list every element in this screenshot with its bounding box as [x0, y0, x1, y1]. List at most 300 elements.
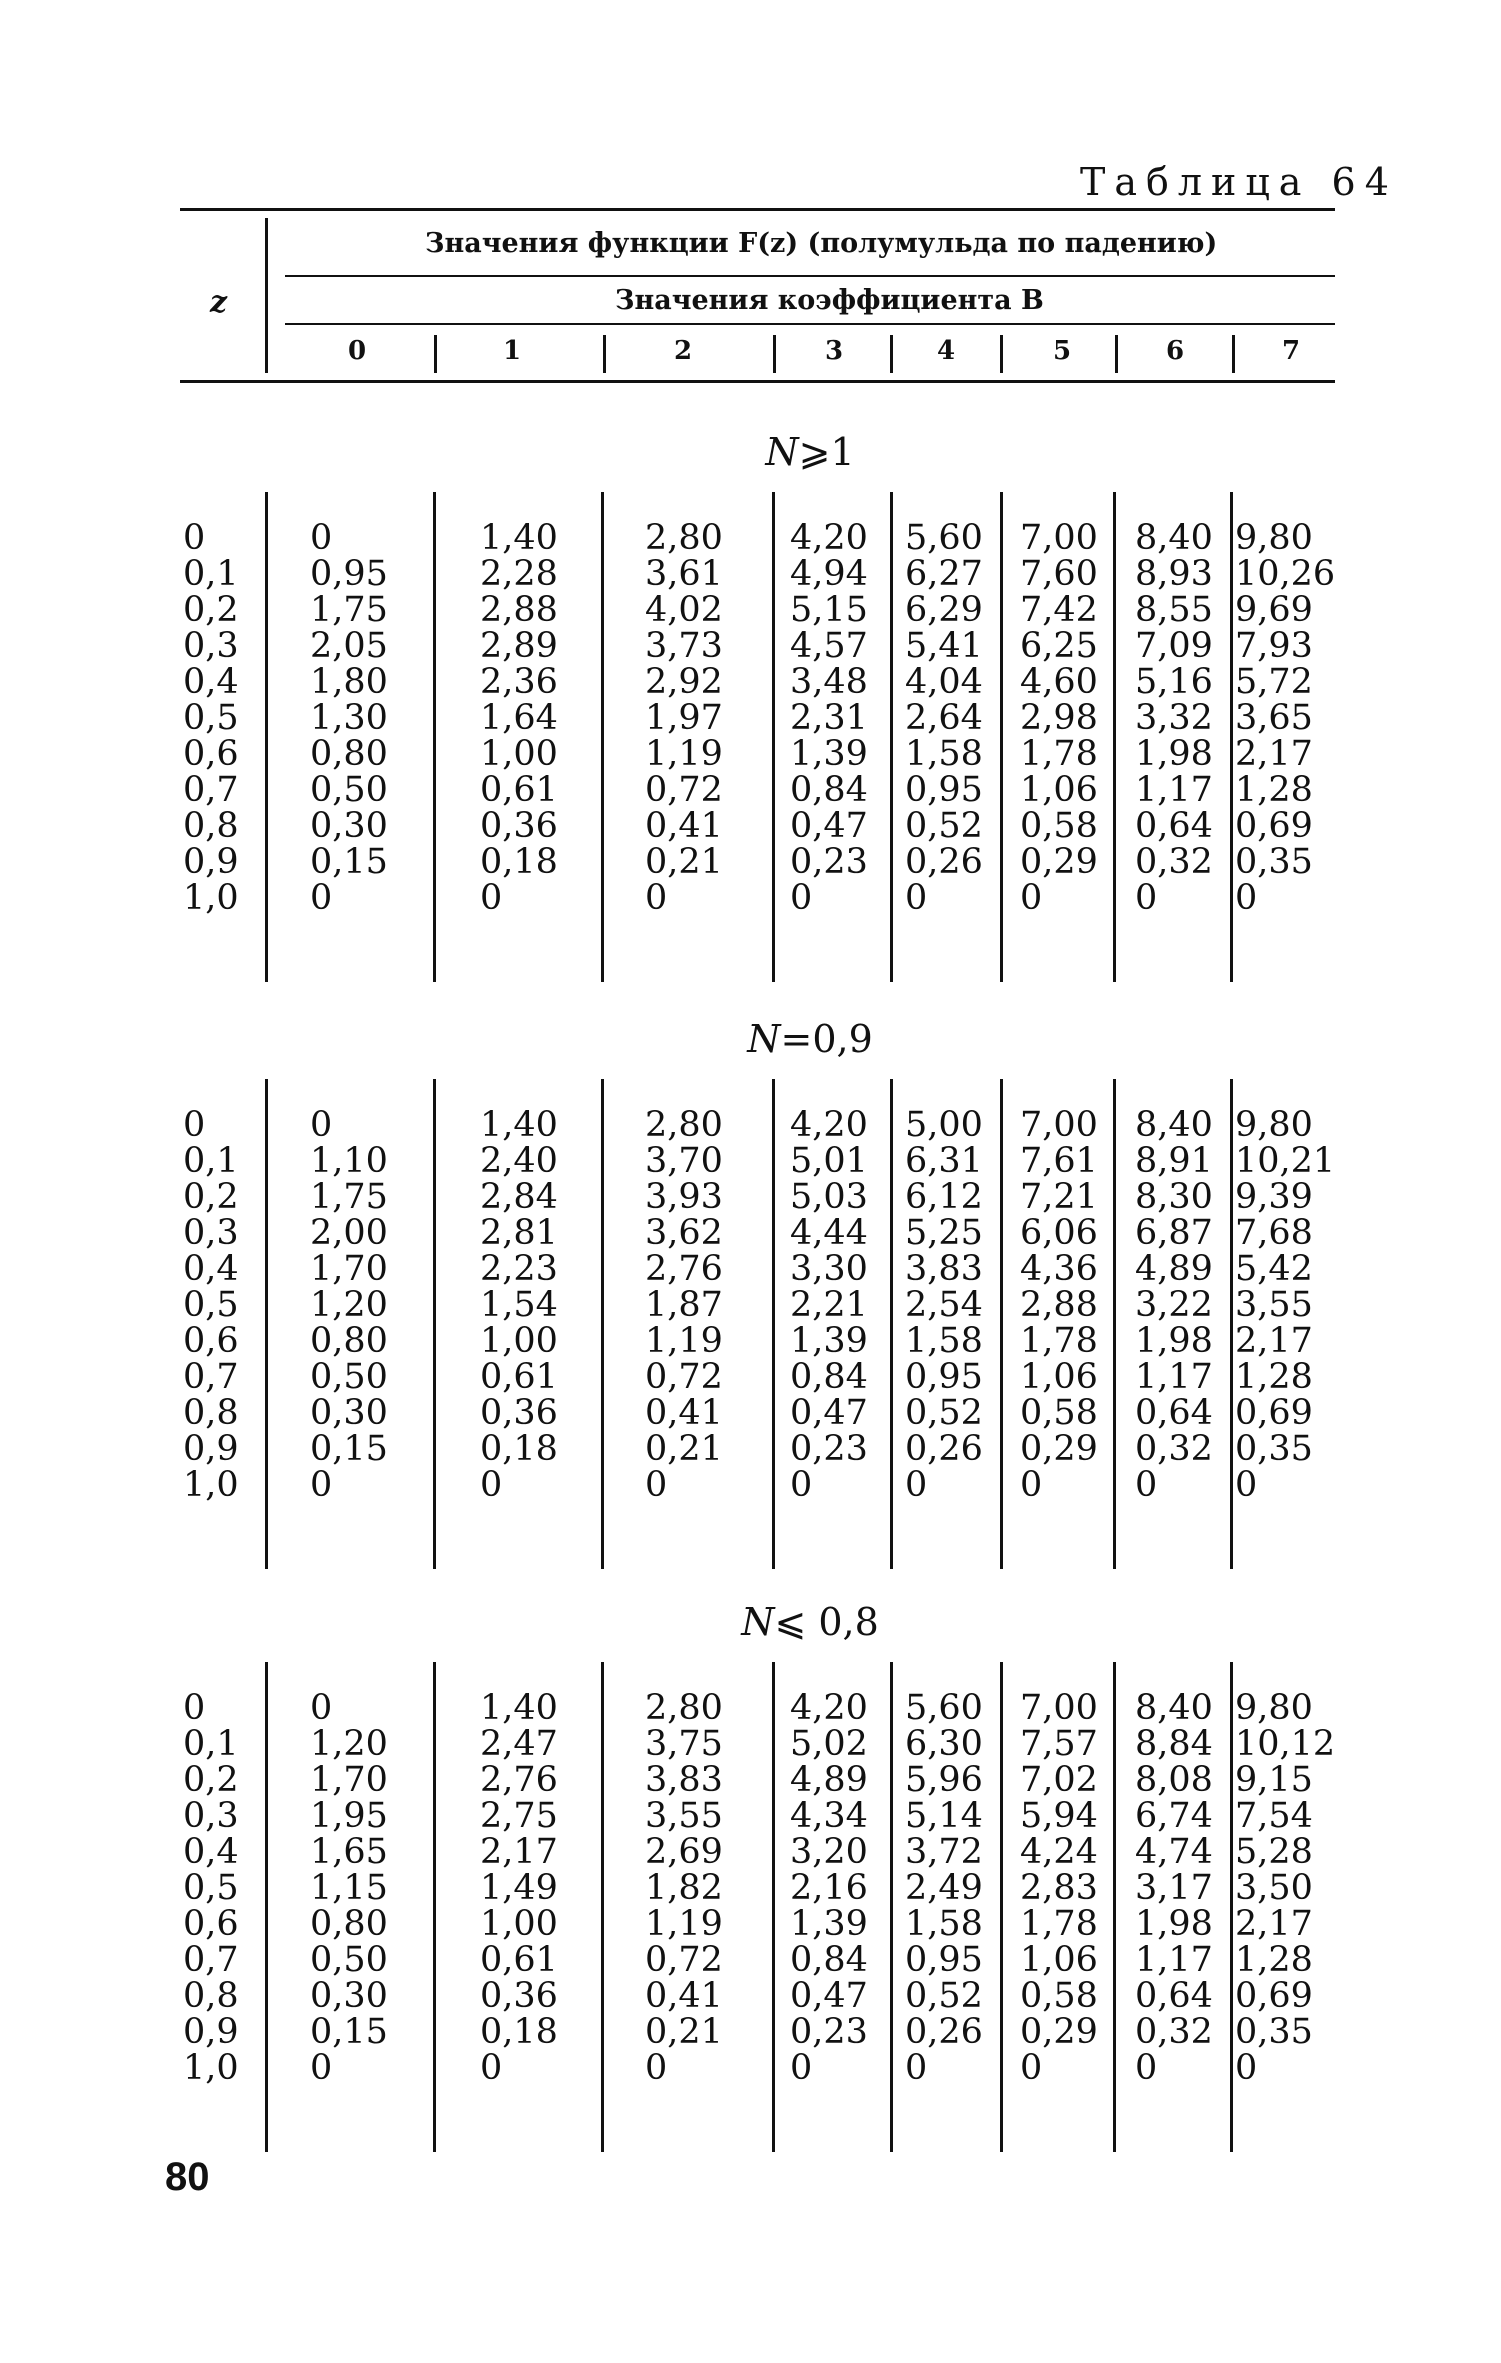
value-cell: 0,64	[1135, 806, 1213, 846]
header-top-rule	[180, 208, 1335, 211]
value-cell: 8,93	[1135, 554, 1213, 594]
z-cell: 0,2	[183, 1760, 239, 1800]
value-cell: 2,80	[645, 1105, 723, 1145]
z-column-header: z	[210, 285, 228, 320]
value-cell: 0,84	[790, 770, 868, 810]
b-value-header: 4	[936, 336, 956, 366]
value-cell: 0,69	[1235, 1393, 1313, 1433]
value-column-b5	[1020, 1107, 1098, 1503]
value-cell: 1,97	[645, 698, 723, 738]
value-cell: 10,21	[1235, 1141, 1336, 1181]
value-cell: 3,70	[645, 1141, 723, 1181]
value-cell: 1,70	[310, 1760, 388, 1800]
value-cell: 7,21	[1020, 1177, 1098, 1217]
z-cell: 0,3	[183, 626, 239, 666]
z-cell: 0,7	[183, 1940, 239, 1980]
value-cell: 0	[310, 878, 333, 918]
header-mid-rule	[285, 275, 1335, 277]
value-cell: 0,23	[790, 2012, 868, 2052]
value-column-b1	[480, 1690, 558, 2086]
value-cell: 0,30	[310, 1393, 388, 1433]
value-cell: 1,75	[310, 590, 388, 630]
value-column-b3	[790, 1107, 868, 1503]
value-cell: 0,32	[1135, 1429, 1213, 1469]
value-cell: 3,30	[790, 1249, 868, 1289]
value-cell: 0	[1235, 2048, 1258, 2088]
z-cell: 0	[183, 1688, 206, 1728]
value-cell: 3,75	[645, 1724, 723, 1764]
b-value-header: 2	[673, 336, 693, 366]
section-title-variable: N	[747, 1017, 781, 1061]
value-cell: 0	[905, 1465, 928, 1505]
value-cell: 1,40	[480, 1105, 558, 1145]
column-divider	[1230, 1662, 1233, 2152]
value-cell: 2,05	[310, 626, 388, 666]
value-cell: 3,62	[645, 1213, 723, 1253]
z-cell: 0,7	[183, 770, 239, 810]
value-cell: 5,15	[790, 590, 868, 630]
value-cell: 0	[1135, 1465, 1158, 1505]
column-divider	[1113, 1079, 1116, 1569]
column-divider	[890, 1079, 893, 1569]
value-cell: 4,04	[905, 662, 983, 702]
value-cell: 1,39	[790, 1321, 868, 1361]
value-cell: 1,17	[1135, 1357, 1213, 1397]
b-header-divider	[434, 335, 437, 373]
value-cell: 2,64	[905, 698, 983, 738]
value-cell: 2,81	[480, 1213, 558, 1253]
value-cell: 0,18	[480, 2012, 558, 2052]
value-cell: 4,89	[1135, 1249, 1213, 1289]
value-cell: 2,75	[480, 1796, 558, 1836]
value-cell: 1,28	[1235, 1940, 1313, 1980]
value-cell: 3,48	[790, 662, 868, 702]
value-cell: 0,23	[790, 1429, 868, 1469]
value-cell: 3,72	[905, 1832, 983, 1872]
value-cell: 1,06	[1020, 1940, 1098, 1980]
value-cell: 2,00	[310, 1213, 388, 1253]
value-cell: 0,95	[905, 770, 983, 810]
value-cell: 0,52	[905, 1976, 983, 2016]
section-title	[660, 1600, 960, 1644]
b-header-divider	[890, 335, 893, 373]
column-divider	[772, 1079, 775, 1569]
value-cell: 8,40	[1135, 1105, 1213, 1145]
value-cell: 0,50	[310, 1357, 388, 1397]
z-cell: 0	[183, 518, 206, 558]
value-cell: 5,94	[1020, 1796, 1098, 1836]
value-cell: 7,54	[1235, 1796, 1313, 1836]
value-cell: 0,69	[1235, 1976, 1313, 2016]
value-cell: 9,39	[1235, 1177, 1313, 1217]
z-cell: 0,9	[183, 842, 239, 882]
value-cell: 7,60	[1020, 554, 1098, 594]
column-divider	[601, 492, 604, 982]
value-cell: 10,26	[1235, 554, 1336, 594]
z-cell: 0,3	[183, 1213, 239, 1253]
value-cell: 4,94	[790, 554, 868, 594]
value-cell: 4,89	[790, 1760, 868, 1800]
value-cell: 2,17	[1235, 734, 1313, 774]
value-cell: 0	[480, 878, 503, 918]
value-cell: 4,24	[1020, 1832, 1098, 1872]
value-cell: 0	[645, 878, 668, 918]
value-cell: 1,28	[1235, 770, 1313, 810]
z-cell: 0,7	[183, 1357, 239, 1397]
value-cell: 0,18	[480, 1429, 558, 1469]
value-cell: 0,61	[480, 1357, 558, 1397]
value-cell: 0,47	[790, 1393, 868, 1433]
value-cell: 0	[905, 878, 928, 918]
value-cell: 1,65	[310, 1832, 388, 1872]
value-cell: 0,69	[1235, 806, 1313, 846]
value-cell: 1,06	[1020, 770, 1098, 810]
column-divider	[265, 1662, 268, 2152]
column-divider	[1230, 492, 1233, 982]
value-cell: 6,30	[905, 1724, 983, 1764]
value-cell: 2,98	[1020, 698, 1098, 738]
value-cell: 2,17	[1235, 1904, 1313, 1944]
value-cell: 8,40	[1135, 1688, 1213, 1728]
value-column-b2	[645, 1107, 723, 1503]
column-divider	[890, 1662, 893, 2152]
value-cell: 4,36	[1020, 1249, 1098, 1289]
z-cell: 0,5	[183, 698, 239, 738]
value-cell: 0	[1020, 1465, 1043, 1505]
value-cell: 4,02	[645, 590, 723, 630]
value-cell: 0,64	[1135, 1393, 1213, 1433]
value-cell: 0	[310, 1688, 333, 1728]
value-cell: 1,30	[310, 698, 388, 738]
value-cell: 1,95	[310, 1796, 388, 1836]
z-cell: 1,0	[183, 878, 239, 918]
page-number: 80	[165, 2155, 210, 2199]
table-title: Таблица 64	[1080, 160, 1398, 204]
value-cell: 0,26	[905, 1429, 983, 1469]
header-bottom-rule	[180, 380, 1335, 383]
value-cell: 0,80	[310, 1321, 388, 1361]
b-header-divider	[773, 335, 776, 373]
value-cell: 1,15	[310, 1868, 388, 1908]
header-z-divider	[265, 218, 268, 373]
value-cell: 2,28	[480, 554, 558, 594]
value-cell: 0,15	[310, 842, 388, 882]
value-column-b5	[1020, 1690, 1098, 2086]
value-cell: 3,50	[1235, 1868, 1313, 1908]
b-header-divider	[1232, 335, 1235, 373]
value-cell: 0,15	[310, 1429, 388, 1469]
z-cell: 0,4	[183, 1249, 239, 1289]
section-title-condition: =0,9	[780, 1017, 873, 1061]
value-cell: 5,25	[905, 1213, 983, 1253]
value-cell: 0,36	[480, 806, 558, 846]
value-column-b7	[1235, 1690, 1335, 2086]
value-cell: 0	[1235, 1465, 1258, 1505]
value-cell: 2,54	[905, 1285, 983, 1325]
value-cell: 0,50	[310, 770, 388, 810]
b-value-header: 6	[1165, 336, 1185, 366]
value-cell: 2,36	[480, 662, 558, 702]
b-value-header: 3	[824, 336, 844, 366]
value-cell: 0	[645, 1465, 668, 1505]
value-cell: 3,17	[1135, 1868, 1213, 1908]
value-cell: 0,29	[1020, 842, 1098, 882]
z-cell: 0,8	[183, 806, 239, 846]
value-cell: 0,32	[1135, 2012, 1213, 2052]
value-cell: 0,29	[1020, 1429, 1098, 1469]
value-cell: 5,03	[790, 1177, 868, 1217]
column-divider	[890, 492, 893, 982]
value-cell: 3,83	[905, 1249, 983, 1289]
value-cell: 5,14	[905, 1796, 983, 1836]
value-column-b3	[790, 520, 868, 916]
value-cell: 1,80	[310, 662, 388, 702]
z-cell: 0,6	[183, 734, 239, 774]
value-cell: 5,16	[1135, 662, 1213, 702]
value-cell: 0,52	[905, 1393, 983, 1433]
value-cell: 1,20	[310, 1724, 388, 1764]
z-column	[183, 1107, 239, 1503]
value-cell: 8,55	[1135, 590, 1213, 630]
value-cell: 3,83	[645, 1760, 723, 1800]
value-cell: 2,17	[480, 1832, 558, 1872]
value-cell: 1,19	[645, 1321, 723, 1361]
z-cell: 0,1	[183, 1141, 239, 1181]
value-cell: 0,95	[310, 554, 388, 594]
section-title-condition: ⩾1	[798, 430, 855, 474]
value-cell: 0,36	[480, 1393, 558, 1433]
value-cell: 7,93	[1235, 626, 1313, 666]
value-cell: 0,21	[645, 1429, 723, 1469]
value-cell: 0,36	[480, 1976, 558, 2016]
column-divider	[1000, 492, 1003, 982]
value-cell: 0	[905, 2048, 928, 2088]
value-cell: 1,54	[480, 1285, 558, 1325]
value-column-b0	[310, 1690, 388, 2086]
value-column-b3	[790, 1690, 868, 2086]
value-cell: 0,47	[790, 1976, 868, 2016]
value-cell: 1,78	[1020, 1904, 1098, 1944]
column-divider	[1113, 492, 1116, 982]
section-title-variable: N	[741, 1600, 775, 1644]
value-cell: 3,55	[645, 1796, 723, 1836]
header-coef-rule	[285, 323, 1335, 325]
value-cell: 5,96	[905, 1760, 983, 1800]
value-cell: 2,76	[480, 1760, 558, 1800]
value-cell: 0	[310, 1105, 333, 1145]
z-column	[183, 520, 239, 916]
value-cell: 4,57	[790, 626, 868, 666]
value-cell: 5,60	[905, 518, 983, 558]
b-value-header: 0	[347, 336, 367, 366]
z-cell: 0,6	[183, 1904, 239, 1944]
value-cell: 1,58	[905, 1321, 983, 1361]
value-cell: 1,58	[905, 734, 983, 774]
value-column-b0	[310, 520, 388, 916]
value-cell: 0,64	[1135, 1976, 1213, 2016]
value-cell: 1,19	[645, 734, 723, 774]
value-cell: 0,29	[1020, 2012, 1098, 2052]
z-cell: 0	[183, 1105, 206, 1145]
value-cell: 5,42	[1235, 1249, 1313, 1289]
z-cell: 0,4	[183, 1832, 239, 1872]
column-divider	[772, 1662, 775, 2152]
value-cell: 8,40	[1135, 518, 1213, 558]
value-column-b4	[905, 1107, 983, 1503]
value-cell: 0,35	[1235, 1429, 1313, 1469]
value-cell: 2,89	[480, 626, 558, 666]
value-cell: 7,02	[1020, 1760, 1098, 1800]
value-cell: 1,98	[1135, 734, 1213, 774]
value-cell: 2,49	[905, 1868, 983, 1908]
value-cell: 0	[1135, 878, 1158, 918]
b-value-header: 7	[1281, 336, 1301, 366]
value-cell: 0,41	[645, 1393, 723, 1433]
value-cell: 5,72	[1235, 662, 1313, 702]
value-cell: 1,75	[310, 1177, 388, 1217]
value-cell: 3,55	[1235, 1285, 1313, 1325]
value-column-b7	[1235, 1107, 1335, 1503]
z-cell: 0,1	[183, 554, 239, 594]
value-cell: 2,88	[480, 590, 558, 630]
value-cell: 1,39	[790, 734, 868, 774]
value-cell: 1,39	[790, 1904, 868, 1944]
value-cell: 9,69	[1235, 590, 1313, 630]
z-cell: 0,1	[183, 1724, 239, 1764]
value-cell: 2,80	[645, 1688, 723, 1728]
value-cell: 1,78	[1020, 734, 1098, 774]
section-title-condition: ⩽ 0,8	[774, 1600, 879, 1644]
value-cell: 5,00	[905, 1105, 983, 1145]
value-cell: 3,61	[645, 554, 723, 594]
value-cell: 7,00	[1020, 1105, 1098, 1145]
value-cell: 0	[790, 1465, 813, 1505]
value-cell: 0	[1020, 878, 1043, 918]
column-divider	[433, 1079, 436, 1569]
value-cell: 6,31	[905, 1141, 983, 1181]
z-cell: 0,8	[183, 1976, 239, 2016]
value-cell: 2,69	[645, 1832, 723, 1872]
value-cell: 0,95	[905, 1357, 983, 1397]
section-title	[660, 1017, 960, 1061]
value-cell: 8,08	[1135, 1760, 1213, 1800]
column-divider	[601, 1079, 604, 1569]
z-cell: 0,8	[183, 1393, 239, 1433]
value-cell: 2,16	[790, 1868, 868, 1908]
value-cell: 3,93	[645, 1177, 723, 1217]
z-cell: 0,9	[183, 1429, 239, 1469]
value-cell: 0,72	[645, 1357, 723, 1397]
value-cell: 0,21	[645, 842, 723, 882]
z-cell: 0,5	[183, 1285, 239, 1325]
value-column-b1	[480, 1107, 558, 1503]
value-cell: 1,00	[480, 734, 558, 774]
value-cell: 0,58	[1020, 806, 1098, 846]
column-divider	[265, 1079, 268, 1569]
value-cell: 0,26	[905, 842, 983, 882]
value-cell: 1,17	[1135, 770, 1213, 810]
column-divider	[433, 1662, 436, 2152]
column-divider	[601, 1662, 604, 2152]
value-cell: 3,65	[1235, 698, 1313, 738]
value-cell: 5,02	[790, 1724, 868, 1764]
value-cell: 1,82	[645, 1868, 723, 1908]
z-cell: 0,4	[183, 662, 239, 702]
value-cell: 2,83	[1020, 1868, 1098, 1908]
value-cell: 0,58	[1020, 1393, 1098, 1433]
value-cell: 2,31	[790, 698, 868, 738]
value-cell: 1,58	[905, 1904, 983, 1944]
value-cell: 5,41	[905, 626, 983, 666]
value-cell: 0	[1020, 2048, 1043, 2088]
z-cell: 1,0	[183, 2048, 239, 2088]
value-cell: 5,01	[790, 1141, 868, 1181]
value-column-b2	[645, 1690, 723, 2086]
column-divider	[433, 492, 436, 982]
value-cell: 0,35	[1235, 2012, 1313, 2052]
value-cell: 4,20	[790, 1688, 868, 1728]
value-cell: 6,25	[1020, 626, 1098, 666]
value-cell: 6,27	[905, 554, 983, 594]
value-cell: 1,10	[310, 1141, 388, 1181]
value-cell: 4,20	[790, 1105, 868, 1145]
value-cell: 3,20	[790, 1832, 868, 1872]
value-cell: 1,49	[480, 1868, 558, 1908]
value-cell: 0	[480, 2048, 503, 2088]
value-cell: 0,72	[645, 1940, 723, 1980]
value-cell: 4,34	[790, 1796, 868, 1836]
z-cell: 0,5	[183, 1868, 239, 1908]
value-cell: 0	[790, 878, 813, 918]
value-cell: 0,32	[1135, 842, 1213, 882]
value-cell: 8,91	[1135, 1141, 1213, 1181]
b-value-header: 1	[502, 336, 522, 366]
value-column-b6	[1135, 520, 1213, 916]
value-cell: 0,58	[1020, 1976, 1098, 2016]
b-header-divider	[1000, 335, 1003, 373]
value-cell: 0	[790, 2048, 813, 2088]
value-cell: 1,70	[310, 1249, 388, 1289]
value-column-b6	[1135, 1107, 1213, 1503]
b-header-divider	[1115, 335, 1118, 373]
value-column-b0	[310, 1107, 388, 1503]
value-cell: 0,30	[310, 1976, 388, 2016]
value-cell: 0	[310, 1465, 333, 1505]
value-cell: 1,98	[1135, 1904, 1213, 1944]
value-cell: 1,17	[1135, 1940, 1213, 1980]
value-cell: 0,80	[310, 734, 388, 774]
z-cell: 0,2	[183, 1177, 239, 1217]
column-divider	[1113, 1662, 1116, 2152]
value-cell: 1,00	[480, 1321, 558, 1361]
value-cell: 0	[1135, 2048, 1158, 2088]
value-cell: 0,84	[790, 1357, 868, 1397]
function-header: Значения функции F(z) (полумульда по падению)	[425, 228, 1218, 259]
value-cell: 1,19	[645, 1904, 723, 1944]
value-cell: 9,80	[1235, 518, 1313, 558]
value-cell: 0,52	[905, 806, 983, 846]
column-divider	[265, 492, 268, 982]
value-cell: 0	[480, 1465, 503, 1505]
value-cell: 1,40	[480, 518, 558, 558]
value-cell: 1,64	[480, 698, 558, 738]
value-cell: 9,80	[1235, 1105, 1313, 1145]
value-column-b4	[905, 1690, 983, 2086]
z-cell: 1,0	[183, 1465, 239, 1505]
value-cell: 0,41	[645, 806, 723, 846]
value-cell: 8,84	[1135, 1724, 1213, 1764]
value-cell: 7,57	[1020, 1724, 1098, 1764]
